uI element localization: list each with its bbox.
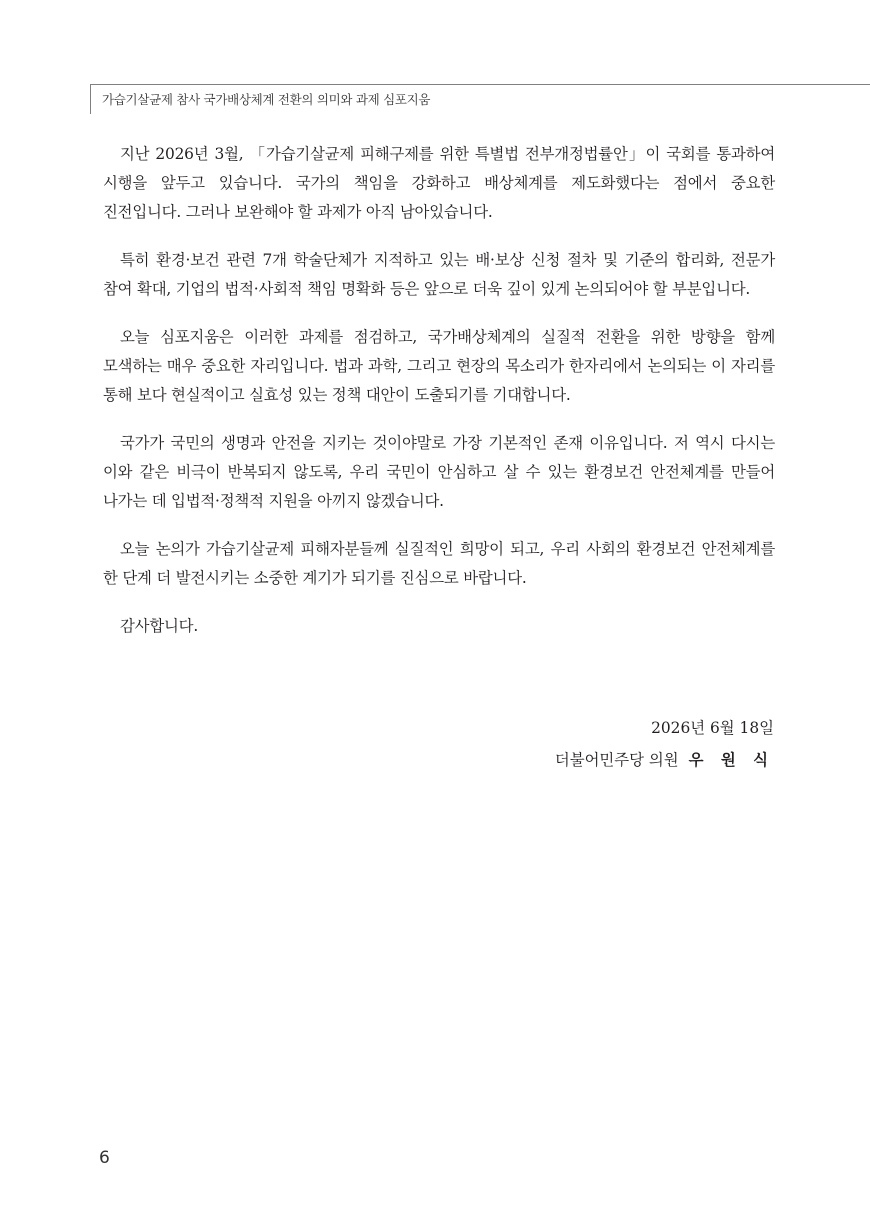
- signature-line: [555, 744, 774, 776]
- paragraph-2: 특히 환경·보건 관련 7개 학술단체가 지적하고 있는 배·보상 신청 절차 및 기준의 합리화, 전문가 참여 확대, 기업의 법적·사회적 책임 명확화 등은 앞으로 더욱 깊이 있게 논의되어야 할 부분입니다.: [103, 251, 775, 298]
- signature-date: 2026년 6월 18일: [651, 719, 774, 737]
- paragraph-5: 오늘 논의가 가습기살균제 피해자분들께 실질적인 희망이 되고, 우리 사회의 환경보건 안전체계를 한 단계 더 발전시키는 소중한 계기가 되기를 진심으로 바랍니다.: [103, 540, 775, 587]
- paragraph-4: 국가가 국민의 생명과 안전을 지키는 것이야말로 가장 기본적인 존재 이유입니다. 저 역시 다시는 이와 같은 비극이 반복되지 않도록, 우리 국민이 안심하고 살 수 있는 환경보건 안전체계를 만들어 나가는 데 입법적·정책적 지원을 아끼지 않겠습니다.: [103, 434, 775, 510]
- page-number: 6: [99, 1148, 110, 1168]
- running-header: 가습기살균제 참사 국가배상체계 전환의 의미와 과제 심포지움: [102, 92, 431, 107]
- letter-body: [103, 140, 775, 660]
- closing-line: 감사합니다.: [120, 617, 199, 635]
- header-rule-left: [90, 84, 91, 114]
- signature-block: [555, 712, 774, 776]
- header-rule: [90, 84, 870, 85]
- paragraph-3: 오늘 심포지움은 이러한 과제를 점검하고, 국가배상체계의 실질적 전환을 위한 방향을 함께 모색하는 매우 중요한 자리입니다. 법과 과학, 그리고 현장의 목소리가 한자리에서 논의되는 이 자리를 통해 보다 현실적이고 실효성 있는 정책 대안이 도출되기를 기대합니다.: [103, 328, 775, 404]
- signer-name: 우 원 식: [688, 751, 774, 769]
- paragraph-1: 지난 2026년 3월, 「가습기살균제 피해구제를 위한 특별법 전부개정법률안」이 국회를 통과하여 시행을 앞두고 있습니다. 국가의 책임을 강화하고 배상체계를 제도화했다는 점에서 중요한 진전입니다. 그러나 보완해야 할 과제가 아직 남아있습니다.: [103, 145, 775, 221]
- signer-affiliation: 더불어민주당 의원: [554, 751, 679, 769]
